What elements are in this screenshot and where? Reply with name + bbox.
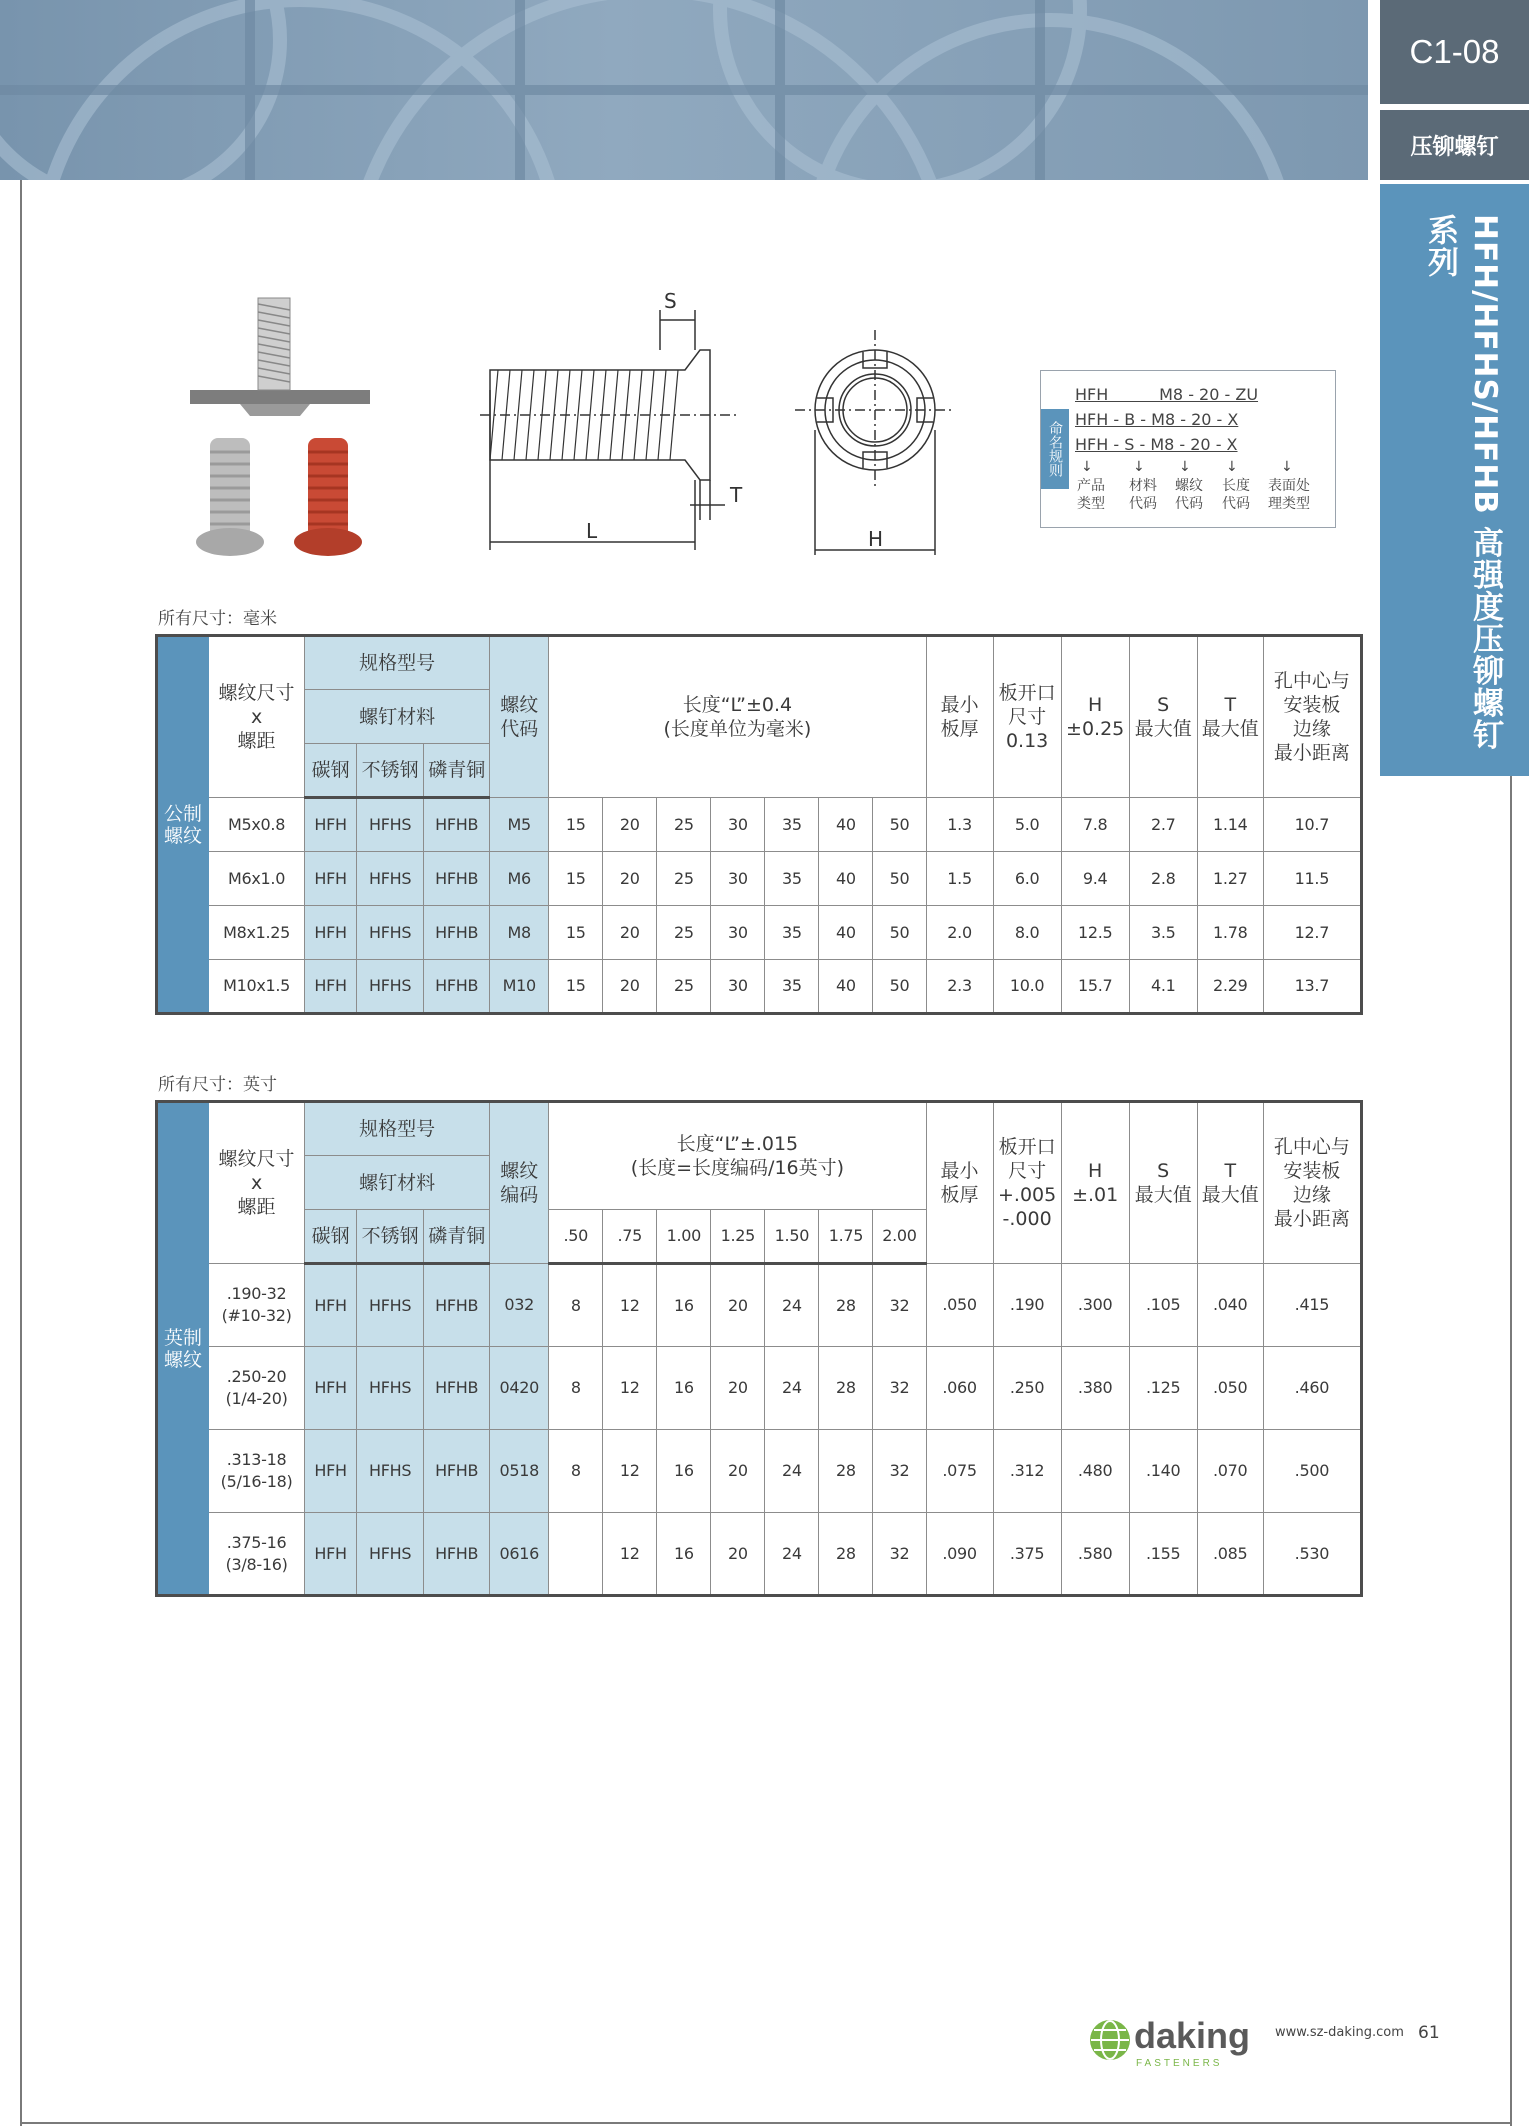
header-length-col: 1.50 [765,1210,819,1264]
value-cell: 1.14 [1197,798,1263,852]
value-cell: .140 [1129,1430,1197,1513]
value-cell: 20 [603,906,657,960]
thread-size-cell: .313-18 (5/16-18) [209,1430,305,1513]
technical-drawings [180,280,960,570]
part-number-cell: HFHS [357,1347,424,1430]
website-url: www.sz-daking.com [1275,2025,1404,2040]
frame-line-right [1510,776,1512,2126]
part-number-cell: HFHB [424,1430,490,1513]
thread-code-cell: 0616 [490,1513,549,1596]
metric-spec-table [155,634,1363,1015]
value-cell: .040 [1197,1264,1263,1347]
part-number-cell: HFHS [357,798,424,852]
header-hole-size: 板开口 尺寸 0.13 [993,636,1061,798]
header-model: 规格型号 [305,636,490,690]
value-cell: 28 [819,1430,873,1513]
value-cell: 15 [549,906,603,960]
header-material: 螺钉材料 [305,690,490,744]
installed-stud-illustration [190,298,370,416]
value-cell: 28 [819,1513,873,1596]
part-number-cell: HFHB [424,1347,490,1430]
value-cell: 25 [657,960,711,1014]
value-cell: .125 [1129,1347,1197,1430]
thread-code-cell: M6 [490,852,549,906]
value-cell: 20 [711,1513,765,1596]
naming-arrow: ↓ [1281,459,1293,475]
value-cell: 10.7 [1263,798,1361,852]
value-cell: 35 [765,960,819,1014]
imperial-caption: 所有尺寸：英寸 [158,1075,277,1095]
part-number-cell: HFHS [357,1430,424,1513]
value-cell: 1.27 [1197,852,1263,906]
value-cell: .530 [1263,1513,1361,1596]
steel-stud-illustration [196,438,264,556]
part-number-cell: HFHB [424,960,490,1014]
value-cell: 15 [549,852,603,906]
value-cell: 1.78 [1197,906,1263,960]
header-h: H ±.01 [1061,1102,1129,1264]
value-cell: .105 [1129,1264,1197,1347]
value-cell: 30 [711,798,765,852]
header-edge-distance: 孔中心与 安装板 边缘 最小距离 [1263,1102,1361,1264]
value-cell: .190 [993,1264,1061,1347]
value-cell: .500 [1263,1430,1361,1513]
value-cell [549,1513,603,1596]
header-hole-size: 板开口 尺寸 +.005 -.000 [993,1102,1061,1264]
value-cell: 40 [819,852,873,906]
value-cell: .480 [1061,1430,1129,1513]
value-cell: 50 [873,798,926,852]
value-cell: 30 [711,852,765,906]
value-cell: 40 [819,906,873,960]
header-bronze: 磷青铜 [424,744,490,798]
value-cell: 16 [657,1264,711,1347]
series-tab [1380,184,1529,776]
value-cell: 12.5 [1061,906,1129,960]
header-t: T 最大值 [1197,636,1263,798]
value-cell: .415 [1263,1264,1361,1347]
value-cell: 16 [657,1513,711,1596]
part-number-cell: HFHB [424,852,490,906]
part-number-cell: HFHS [357,1264,424,1347]
thread-size-cell: M10x1.5 [209,960,305,1014]
thread-size-cell: .190-32 (#10-32) [209,1264,305,1347]
dim-t-label: T [730,483,743,507]
value-cell: .060 [926,1347,993,1430]
thread-size-cell: M6x1.0 [209,852,305,906]
page-number: 61 [1418,2023,1440,2043]
naming-arrow: ↓ [1226,459,1238,475]
header-length: 长度“L”±0.4 (长度单位为毫米) [549,636,926,798]
value-cell: 16 [657,1347,711,1430]
value-cell: 2.3 [926,960,993,1014]
value-cell: 16 [657,1430,711,1513]
part-number-cell: HFH [305,960,357,1014]
value-cell: .090 [926,1513,993,1596]
side-view-drawing [480,310,740,550]
value-cell: 32 [873,1430,926,1513]
logo-subtext: FASTENERS [1136,2058,1223,2069]
value-cell: 8 [549,1430,603,1513]
value-cell: 9.4 [1061,852,1129,906]
value-cell: 6.0 [993,852,1061,906]
header-banner [0,0,1368,180]
value-cell: 2.29 [1197,960,1263,1014]
header-t: T 最大值 [1197,1102,1263,1264]
naming-label-finish: 表面处 理类型 [1268,478,1310,512]
thread-code-cell: 032 [490,1264,549,1347]
value-cell: 25 [657,852,711,906]
header-thread-code: 螺纹 编码 [490,1102,549,1264]
naming-label-thread: 螺纹 代码 [1175,478,1203,512]
thread-code-cell: 0518 [490,1430,549,1513]
value-cell: 13.7 [1263,960,1361,1014]
naming-arrow: ↓ [1081,459,1093,475]
value-cell: 12 [603,1430,657,1513]
category-tab: 压铆螺钉 [1380,110,1529,180]
header-stainless: 不锈钢 [357,1210,424,1264]
part-number-cell: HFH [305,1347,357,1430]
thread-size-cell: M8x1.25 [209,906,305,960]
thread-size-cell: .375-16 (3/8-16) [209,1513,305,1596]
header-length-col: 1.75 [819,1210,873,1264]
value-cell: 28 [819,1347,873,1430]
value-cell: .070 [1197,1430,1263,1513]
value-cell: .312 [993,1430,1061,1513]
value-cell: .155 [1129,1513,1197,1596]
part-number-cell: HFHB [424,906,490,960]
value-cell: 50 [873,852,926,906]
page-code: C1-08 [1380,0,1529,104]
value-cell: 10.0 [993,960,1061,1014]
value-cell: 35 [765,798,819,852]
value-cell: 1.5 [926,852,993,906]
value-cell: 20 [711,1264,765,1347]
value-cell: 30 [711,960,765,1014]
part-number-cell: HFH [305,1264,357,1347]
header-material: 螺钉材料 [305,1156,490,1210]
header-length-col: 1.00 [657,1210,711,1264]
header-length-col: 2.00 [873,1210,926,1264]
metric-caption: 所有尺寸：毫米 [158,609,277,629]
value-cell: 32 [873,1264,926,1347]
part-number-cell: HFH [305,906,357,960]
thread-code-cell: 0420 [490,1347,549,1430]
value-cell: 8 [549,1347,603,1430]
value-cell: .300 [1061,1264,1129,1347]
side-label-metric: 公制螺纹 [157,636,209,1014]
value-cell: 11.5 [1263,852,1361,906]
value-cell: 12 [603,1513,657,1596]
value-cell: 15 [549,798,603,852]
part-number-cell: HFHB [424,1264,490,1347]
value-cell: 7.8 [1061,798,1129,852]
value-cell: .250 [993,1347,1061,1430]
part-number-cell: HFHS [357,1513,424,1596]
header-length-col: .50 [549,1210,603,1264]
thread-code-cell: M8 [490,906,549,960]
header-edge-distance: 孔中心与 安装板 边缘 最小距离 [1263,636,1361,798]
thread-code-cell: M10 [490,960,549,1014]
value-cell: .085 [1197,1513,1263,1596]
value-cell: 50 [873,906,926,960]
thread-code-cell: M5 [490,798,549,852]
value-cell: 5.0 [993,798,1061,852]
header-size: 螺纹尺寸 x 螺距 [209,1102,305,1264]
value-cell: .075 [926,1430,993,1513]
header-length-col: 1.25 [711,1210,765,1264]
value-cell: 3.5 [1129,906,1197,960]
value-cell: 20 [603,852,657,906]
part-number-cell: HFH [305,1513,357,1596]
naming-label-length: 长度 代码 [1222,478,1250,512]
header-s: S 最大值 [1129,636,1197,798]
part-number-cell: HFHB [424,1513,490,1596]
value-cell: 50 [873,960,926,1014]
value-cell: 40 [819,960,873,1014]
value-cell: 2.8 [1129,852,1197,906]
value-cell: 12 [603,1347,657,1430]
side-label-imperial: 英制螺纹 [157,1102,209,1596]
value-cell: 35 [765,906,819,960]
value-cell: 28 [819,1264,873,1347]
value-cell: 12.7 [1263,906,1361,960]
naming-arrow: ↓ [1179,459,1191,475]
header-carbon-steel: 碳钢 [305,744,357,798]
value-cell: 20 [603,960,657,1014]
series-title: HFH/HFHS/HFHB 高强度压铆螺钉系列 [1422,214,1503,751]
part-number-cell: HFHS [357,906,424,960]
part-number-cell: HFH [305,852,357,906]
bronze-stud-illustration [294,438,362,556]
value-cell: 30 [711,906,765,960]
value-cell: .375 [993,1513,1061,1596]
header-length-col: .75 [603,1210,657,1264]
header-stainless: 不锈钢 [357,744,424,798]
naming-label-material: 材料 代码 [1129,478,1157,512]
header-carbon-steel: 碳钢 [305,1210,357,1264]
value-cell: 15.7 [1061,960,1129,1014]
value-cell: 20 [603,798,657,852]
value-cell: 15 [549,960,603,1014]
naming-rule-tag: 命名规则 [1041,409,1069,489]
part-number-cell: HFHS [357,852,424,906]
part-number-cell: HFH [305,798,357,852]
value-cell: 24 [765,1264,819,1347]
value-cell: 32 [873,1513,926,1596]
header-h: H ±0.25 [1061,636,1129,798]
value-cell: .380 [1061,1347,1129,1430]
naming-label-product: 产品 类型 [1077,478,1105,512]
frame-line-left [20,180,22,2126]
logo-text: daking [1134,2015,1251,2056]
value-cell: 40 [819,798,873,852]
daking-logo [1086,2010,1266,2072]
header-bronze: 磷青铜 [424,1210,490,1264]
header-length: 长度“L”±.015 (长度=长度编码/16英寸) [549,1102,926,1210]
header-thread-code: 螺纹 代码 [490,636,549,798]
value-cell: 32 [873,1347,926,1430]
part-number-cell: HFHB [424,798,490,852]
value-cell: 35 [765,852,819,906]
value-cell: 24 [765,1513,819,1596]
header-min-thickness: 最小 板厚 [926,636,993,798]
header-s: S 最大值 [1129,1102,1197,1264]
dim-l-label: L [586,519,598,543]
part-number-cell: HFHS [357,960,424,1014]
part-number-cell: HFH [305,1430,357,1513]
value-cell: 20 [711,1347,765,1430]
value-cell: 25 [657,906,711,960]
thread-size-cell: M5x0.8 [209,798,305,852]
value-cell: 12 [603,1264,657,1347]
value-cell: 8.0 [993,906,1061,960]
naming-arrow: ↓ [1133,459,1145,475]
banner-pattern [0,0,1368,180]
dim-h-label: H [868,527,884,551]
frame-line-bottom [20,2122,1512,2124]
header-model: 规格型号 [305,1102,490,1156]
value-cell: 8 [549,1264,603,1347]
value-cell: 2.7 [1129,798,1197,852]
value-cell: 2.0 [926,906,993,960]
value-cell: 24 [765,1430,819,1513]
thread-size-cell: .250-20 (1/4-20) [209,1347,305,1430]
value-cell: 4.1 [1129,960,1197,1014]
value-cell: 1.3 [926,798,993,852]
value-cell: 24 [765,1347,819,1430]
dim-s-label: S [664,289,677,313]
imperial-spec-table [155,1100,1363,1597]
end-view-drawing [795,330,955,555]
header-size: 螺纹尺寸 x 螺距 [209,636,305,798]
value-cell: 20 [711,1430,765,1513]
value-cell: .050 [926,1264,993,1347]
value-cell: .580 [1061,1513,1129,1596]
value-cell: .460 [1263,1347,1361,1430]
value-cell: 25 [657,798,711,852]
header-min-thickness: 最小 板厚 [926,1102,993,1264]
naming-rule-box: 命名规则 HFH M8 - 20 - ZU HFH - B - M8 - 20 - X HFH - S - M8 - 20 - X ↓ ↓ ↓ ↓ ↓ 产品 类型 材料 代码 螺纹 代码 长度 代码 表面处 理类型 [1040,370,1336,528]
value-cell: .050 [1197,1347,1263,1430]
